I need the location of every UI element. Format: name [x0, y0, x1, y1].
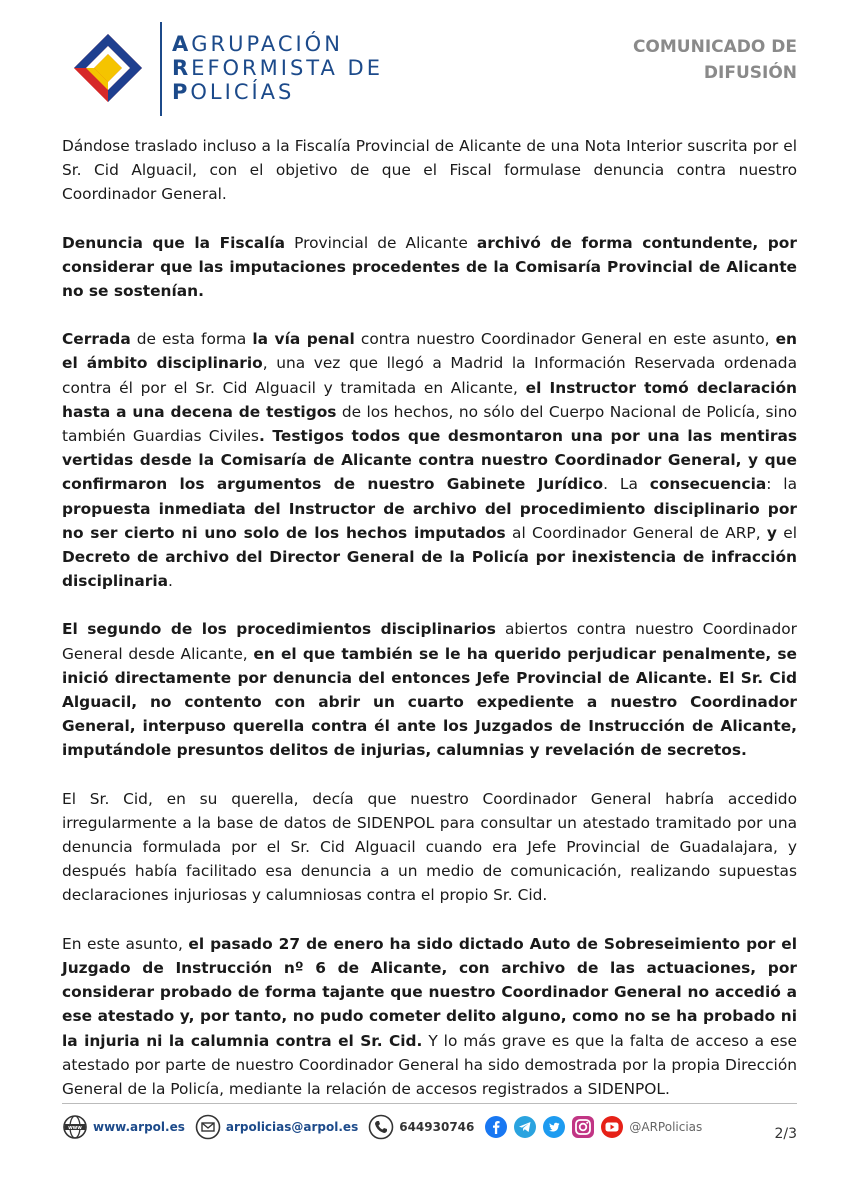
- org-line-1: AGRUPACIÓN: [172, 32, 343, 56]
- document-body: [62, 134, 797, 1125]
- website-link[interactable]: [62, 1114, 185, 1140]
- phone-icon: [368, 1114, 394, 1140]
- text-run: de los hechos, no sólo del Cuerpo Nacional de Policía, sino también Guardias Civiles: [62, 402, 797, 446]
- paragraph: [62, 327, 797, 593]
- paragraph: [62, 932, 797, 1101]
- email-link[interactable]: [195, 1114, 358, 1140]
- text-run: , una vez que llegó a Madrid la Información Reservada ordenada contra él por el Sr. Cid Alguacil y tramitada en Alicante,: [62, 354, 798, 397]
- telegram-icon[interactable]: [513, 1115, 537, 1139]
- text-run: Y lo más grave es que la falta de acceso a ese atestado por parte de nuestro Coordinador General ha sido demostrada por la propia Dirección General de la Policía, mediante la relación de accesos registrados a SIDENPOL.: [62, 1031, 797, 1098]
- website-text: www.arpol.es: [93, 1120, 185, 1134]
- phone-link[interactable]: [368, 1114, 474, 1140]
- text-run: .: [168, 572, 173, 591]
- text-run: : la: [766, 475, 797, 494]
- text-run: el: [776, 523, 797, 542]
- text-run: contra nuestro Coordinador General en este asunto,: [354, 330, 776, 349]
- logo-divider: [160, 22, 162, 116]
- arp-logo-icon: [60, 32, 156, 104]
- paragraph: [62, 134, 797, 207]
- text-run: Dándose traslado incluso a la Fiscalía Provincial de Alicante de una Nota Interior suscrita por el Sr. Cid Alguacil, con el objetivo de que el Fiscal formulase denuncia contra nuestro Coordinador General.: [62, 137, 797, 204]
- document-type-line-2: DIFUSIÓN: [703, 63, 797, 83]
- bold-text-run: Cerrada: [62, 330, 131, 349]
- org-line-2: REFORMISTA DE: [172, 56, 383, 80]
- bold-text-run: el pasado 27 de enero ha sido dictado Auto de Sobreseimiento por el Juzgado de Instrucción nº 6 de Alicante, con archivo de las actuaciones, por considerar probado de forma tajante que nuestro Coordinador General no accedió a ese atestado y, por tanto, no pudo cometer delito alguno, como no se ha probado ni la injuria ni la calumnia contra el Sr. Cid.: [62, 934, 798, 1050]
- bold-text-run: Decreto de archivo del Director General de la Policía por inexistencia de infracción disciplinaria: [62, 548, 797, 591]
- bold-text-run: . Testigos todos que desmontaron una por una las mentiras vertidas desde la Comisaría de Alicante contra nuestro Coordinador General, y que confirmaron los argumentos de nuestro Gabinete Jurídico: [62, 427, 797, 494]
- paragraph: [62, 787, 797, 908]
- phone-text: 644930746: [399, 1120, 475, 1134]
- bold-text-run: la vía penal: [252, 330, 355, 349]
- svg-text:www: www: [68, 1125, 82, 1131]
- bold-text-run: Denuncia que la Fiscalía: [62, 233, 286, 252]
- twitter-icon[interactable]: [542, 1115, 566, 1139]
- bold-text-run: y: [766, 523, 777, 542]
- social-links: [484, 1115, 702, 1139]
- org-line-3: POLICÍAS: [172, 80, 295, 104]
- document-type-line-1: COMUNICADO DE: [632, 37, 797, 57]
- page-number: 2/3: [774, 1126, 797, 1142]
- youtube-icon[interactable]: [600, 1115, 624, 1139]
- text-run: abiertos contra nuestro Coordinador General desde Alicante,: [62, 620, 797, 663]
- bold-text-run: en el ámbito disciplinario: [62, 330, 797, 373]
- bold-text-run: el Instructor tomó declaración hasta a una decena de testigos: [62, 378, 797, 421]
- organization-name: [172, 32, 383, 104]
- bold-text-run: archivó de forma contundente, por considerar que las imputaciones procedentes de la Comisaría Provincial de Alicante no se sostenían.: [62, 233, 797, 301]
- text-run: al Coordinador General de ARP,: [505, 523, 767, 542]
- text-run: de esta forma: [130, 330, 253, 349]
- globe-icon: [62, 1114, 88, 1140]
- text-run: En este asunto,: [62, 934, 189, 953]
- social-handle: @ARPolicias: [629, 1120, 703, 1134]
- footer-divider: [62, 1103, 797, 1104]
- bold-text-run: propuesta inmediata del Instructor de archivo del procedimiento disciplinario por no ser cierto ni uno solo de los hechos imputados: [62, 499, 797, 542]
- text-run: El Sr. Cid, en su querella, decía que nuestro Coordinador General habría accedido irregularmente a la base de datos de SIDENPOL para consultar un atestado tramitado por una denuncia formulada por el Sr. Cid Alguacil cuando era Jefe Provincial de Guadalajara, y después había facilitado esa denuncia a un medio de comunicación, realizando supuestas declaraciones injuriosas y calumniosas contra el propio Sr. Cid.: [62, 789, 797, 905]
- document-type: [633, 34, 797, 86]
- email-text: arpolicias@arpol.es: [225, 1120, 359, 1134]
- instagram-icon[interactable]: [571, 1115, 595, 1139]
- envelope-icon: [195, 1114, 221, 1140]
- paragraph: [62, 231, 797, 304]
- facebook-icon[interactable]: [484, 1115, 508, 1139]
- bold-text-run: El segundo de los procedimientos disciplinarios: [62, 620, 496, 639]
- text-run: Provincial de Alicante: [285, 233, 477, 252]
- text-run: . La: [603, 475, 650, 494]
- bold-text-run: consecuencia: [649, 475, 767, 494]
- bold-text-run: en el que también se le ha querido perjudicar penalmente, se inició directamente por denuncia del entonces Jefe Provincial de Alicante. El Sr. Cid Alguacil, no contento con abrir un cuarto expediente a nuestro Coordinador General, interpuso querella contra él ante los Juzgados de Instrucción de Alicante, imputándole presuntos delitos de injurias, calumnias y revelación de secretos.: [62, 644, 797, 760]
- paragraph: [62, 617, 797, 762]
- footer: [62, 1112, 797, 1142]
